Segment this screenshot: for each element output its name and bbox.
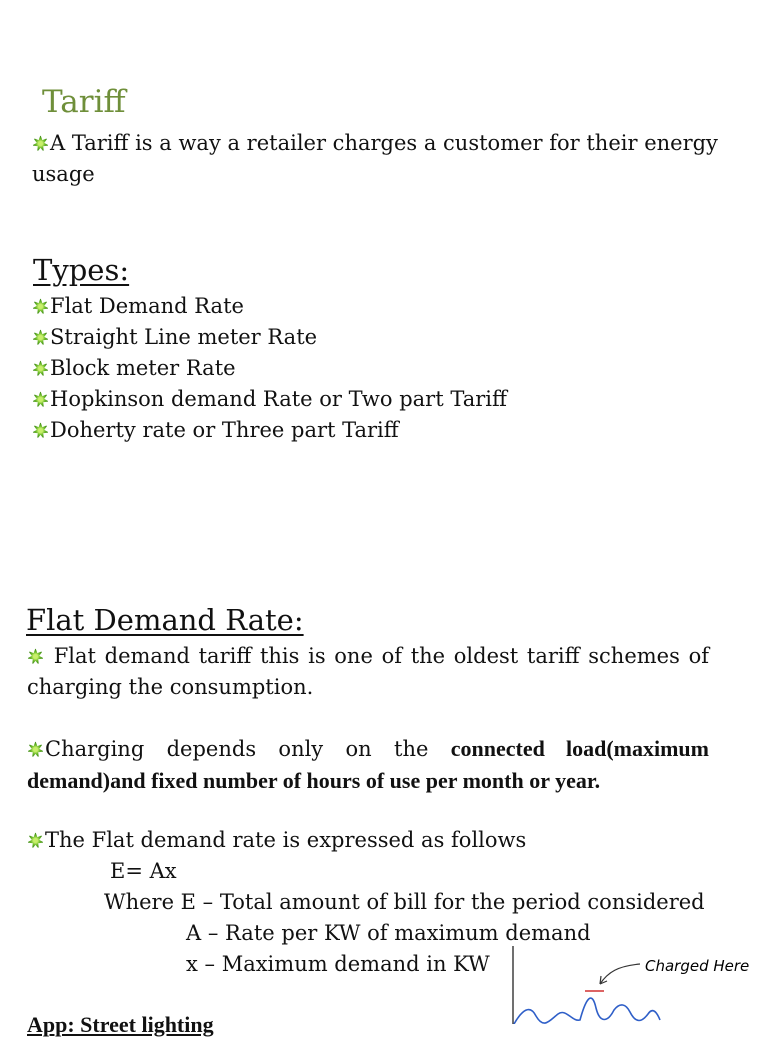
- load-curve: [514, 998, 660, 1024]
- flower-bullet-icon: [27, 648, 44, 665]
- flat-p1-line-1: Flat demand tariff this is one of the oldest tariff schemes of: [53, 644, 709, 668]
- intro-line-1: A Tariff is a way a retailer charges a customer for their energy: [50, 131, 718, 155]
- flat-paragraph-2: [27, 733, 709, 796]
- flat-p1-line-2: charging the consumption.: [27, 675, 314, 699]
- list-item: Flat Demand Rate: [32, 291, 507, 322]
- types-heading: Types:: [33, 253, 130, 287]
- flower-bullet-icon: [27, 832, 44, 849]
- where-line: Where E – Total amount of bill for the period considered: [104, 890, 705, 914]
- flower-bullet-icon: [27, 741, 44, 758]
- definition-x: x – Maximum demand in KW: [186, 952, 490, 976]
- page-title: Tariff: [42, 84, 126, 120]
- list-item: Doherty rate or Three part Tariff: [32, 415, 507, 446]
- list-item: Straight Line meter Rate: [32, 322, 507, 353]
- load-curve-sketch: [500, 940, 768, 1024]
- flower-bullet-icon: [32, 391, 49, 408]
- flat-p3: The Flat demand rate is expressed as follows: [45, 828, 527, 852]
- application-line: App: Street lighting: [27, 1012, 214, 1037]
- flat-paragraph-3: [27, 825, 526, 856]
- flat-p2-bold-2: demand)and fixed number of hours of use per month or year.: [27, 768, 601, 793]
- list-item: Block meter Rate: [32, 353, 507, 384]
- flat-p2-prefix: Charging depends only on the: [45, 737, 429, 761]
- flat-paragraph-1: [27, 641, 709, 703]
- charged-here-label: Charged Here: [645, 957, 750, 975]
- flower-bullet-icon: [32, 135, 49, 152]
- flat-demand-heading: Flat Demand Rate:: [26, 603, 304, 637]
- intro-paragraph: [32, 128, 722, 190]
- definition-a: A – Rate per KW of maximum demand: [186, 921, 591, 945]
- flower-bullet-icon: [32, 298, 49, 315]
- formula: E= Ax: [110, 859, 177, 883]
- flower-bullet-icon: [32, 329, 49, 346]
- flower-bullet-icon: [32, 422, 49, 439]
- flat-p2-bold-1: connected load(maximum: [450, 736, 709, 761]
- flower-bullet-icon: [32, 360, 49, 377]
- list-item: Hopkinson demand Rate or Two part Tariff: [32, 384, 507, 415]
- intro-line-2: usage: [32, 162, 95, 186]
- types-list: [32, 291, 507, 446]
